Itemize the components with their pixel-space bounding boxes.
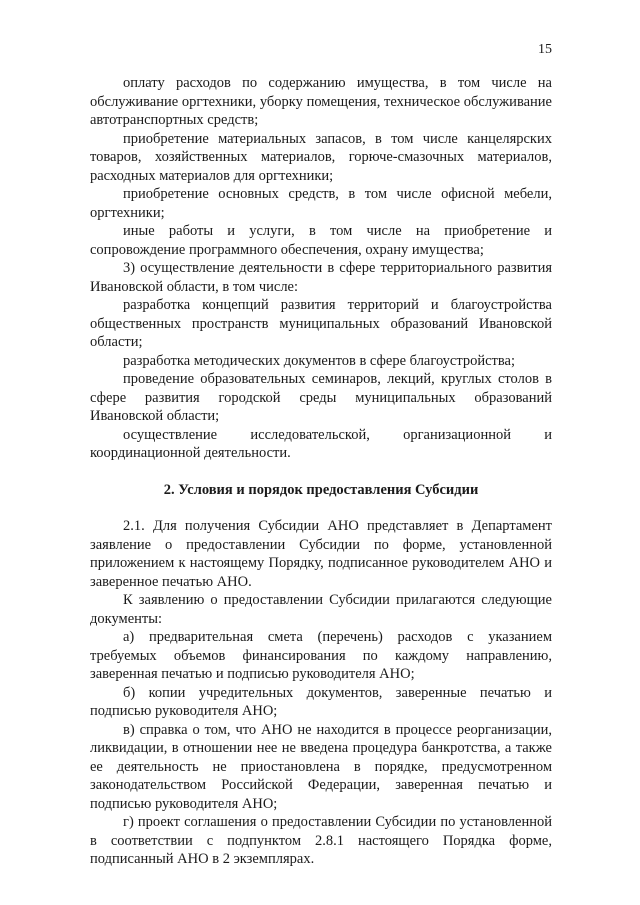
paragraph-research: осуществление исследовательской, организационной и координационной деятельности. — [90, 426, 552, 461]
document-body — [90, 74, 552, 869]
paragraph-item-v: в) справка о том, что АНО не находится в процессе реорганизации, ликвидации, в отношении нее не введена процедура банкротства, а также ее деятельность не приостановлена в порядке, предусмотренном законодательством Российской Федерации, заверенная печатью и подписью руководителя АНО; — [90, 721, 552, 812]
paragraph-fixed-assets: приобретение основных средств, в том числе офисной мебели, оргтехники; — [90, 186, 552, 221]
paragraph-materials: приобретение материальных запасов, в том числе канцелярских товаров, хозяйственных материалов, горюче-смазочных материалов, расходных материалов для оргтехники; — [90, 130, 552, 184]
paragraph-item-g: г) проект соглашения о предоставлении Субсидии по установленной в соответствии с подпунктом 2.8.1 настоящего Порядка форме, подписанный АНО в 2 экземплярах. — [90, 814, 552, 867]
paragraph-item-b: б) копии учредительных документов, заверенные печатью и подписью руководителя АНО; — [90, 684, 552, 719]
paragraph-other-services: иные работы и услуги, в том числе на приобретение и сопровождение программного обеспечения, охрану имущества; — [90, 223, 552, 258]
paragraph-seminars: проведение образовательных семинаров, лекций, круглых столов в сфере развития городской среды муниципальных образований Ивановской области; — [90, 371, 552, 424]
paragraph-methodical-docs: разработка методических документов в сфере благоустройства; — [123, 352, 516, 369]
page-number: 15 — [538, 42, 552, 57]
paragraph-maintenance: оплату расходов по содержанию имущества, в том числе на обслуживание оргтехники, уборку помещения, техническое обслуживание автотранспортных средств; — [90, 75, 552, 128]
paragraph-attachments: К заявлению о предоставлении Субсидии прилагаются следующие документы: — [90, 592, 552, 627]
paragraph-item-a: а) предварительная смета (перечень) расходов с указанием требуемых объемов финансирования по каждому направлению, заверенная печатью и подписью руководителя АНО; — [90, 629, 552, 682]
paragraph-territorial-development: 3) осуществление деятельности в сфере территориального развития Ивановской области, в том числе: — [90, 260, 552, 295]
paragraph-concepts: разработка концепций развития территорий и благоустройства общественных пространств муниципальных образований Ивановской области; — [90, 297, 552, 350]
section-heading: 2. Условия и порядок предоставления Субсидии — [163, 481, 479, 498]
paragraph-2-1: 2.1. Для получения Субсидии АНО представляет в Департамент заявление о предоставлении Субсидии по форме, установленной приложением к настоящему Порядку, подписанное руководителем АНО и заверенное печатью АНО. — [90, 518, 552, 590]
